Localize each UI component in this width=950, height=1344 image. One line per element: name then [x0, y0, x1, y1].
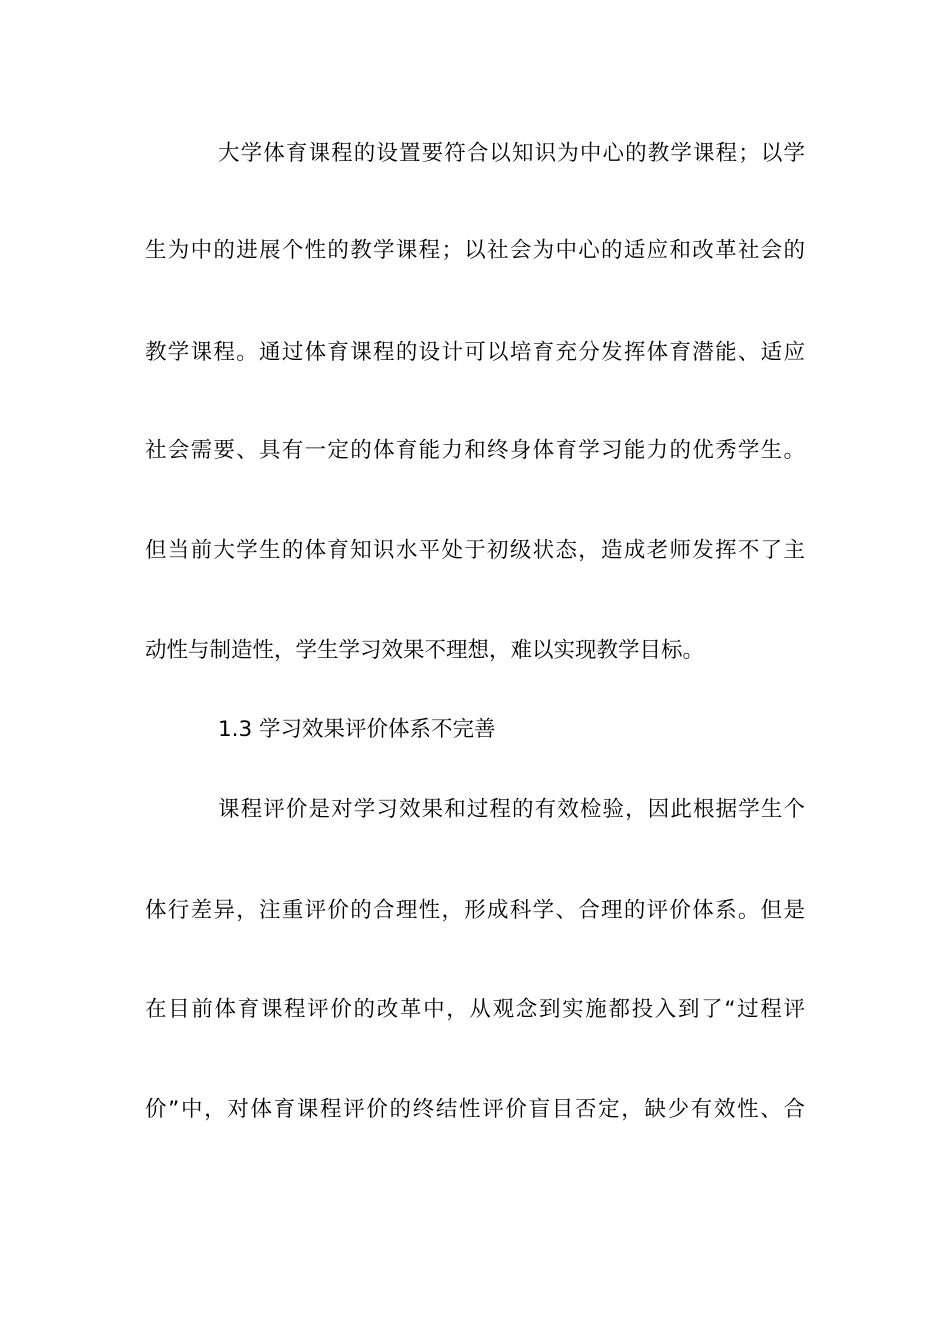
paragraph-line: 在目前体育课程评价的改革中，从观念到实施都投入到了“过程评: [145, 997, 805, 1022]
section-heading: 1.3 学习效果评价体系不完善: [218, 717, 496, 742]
paragraph-line: 教学课程。通过体育课程的设计可以培育充分发挥体育潜能、适应: [145, 340, 805, 365]
paragraph-line: 但当前大学生的体育知识水平处于初级状态，造成老师发挥不了主: [145, 538, 805, 563]
paragraph-line: 动性与制造性，学生学习效果不理想，难以实现教学目标。: [145, 638, 705, 663]
paragraph-line: 生为中的进展个性的教学课程；以社会为中心的适应和改革社会的: [145, 238, 805, 263]
paragraph-line: 社会需要、具有一定的体育能力和终身体育学习能力的优秀学生。: [145, 438, 805, 463]
paragraph-line: 价”中，对体育课程评价的终结性评价盲目否定，缺少有效性、合: [145, 1097, 805, 1122]
paragraph-line: 课程评价是对学习效果和过程的有效检验，因此根据学生个: [218, 797, 805, 822]
paragraph-line: 体行差异，注重评价的合理性，形成科学、合理的评价体系。但是: [145, 898, 805, 923]
paragraph-line: 大学体育课程的设置要符合以知识为中心的教学课程；以学: [218, 141, 805, 166]
